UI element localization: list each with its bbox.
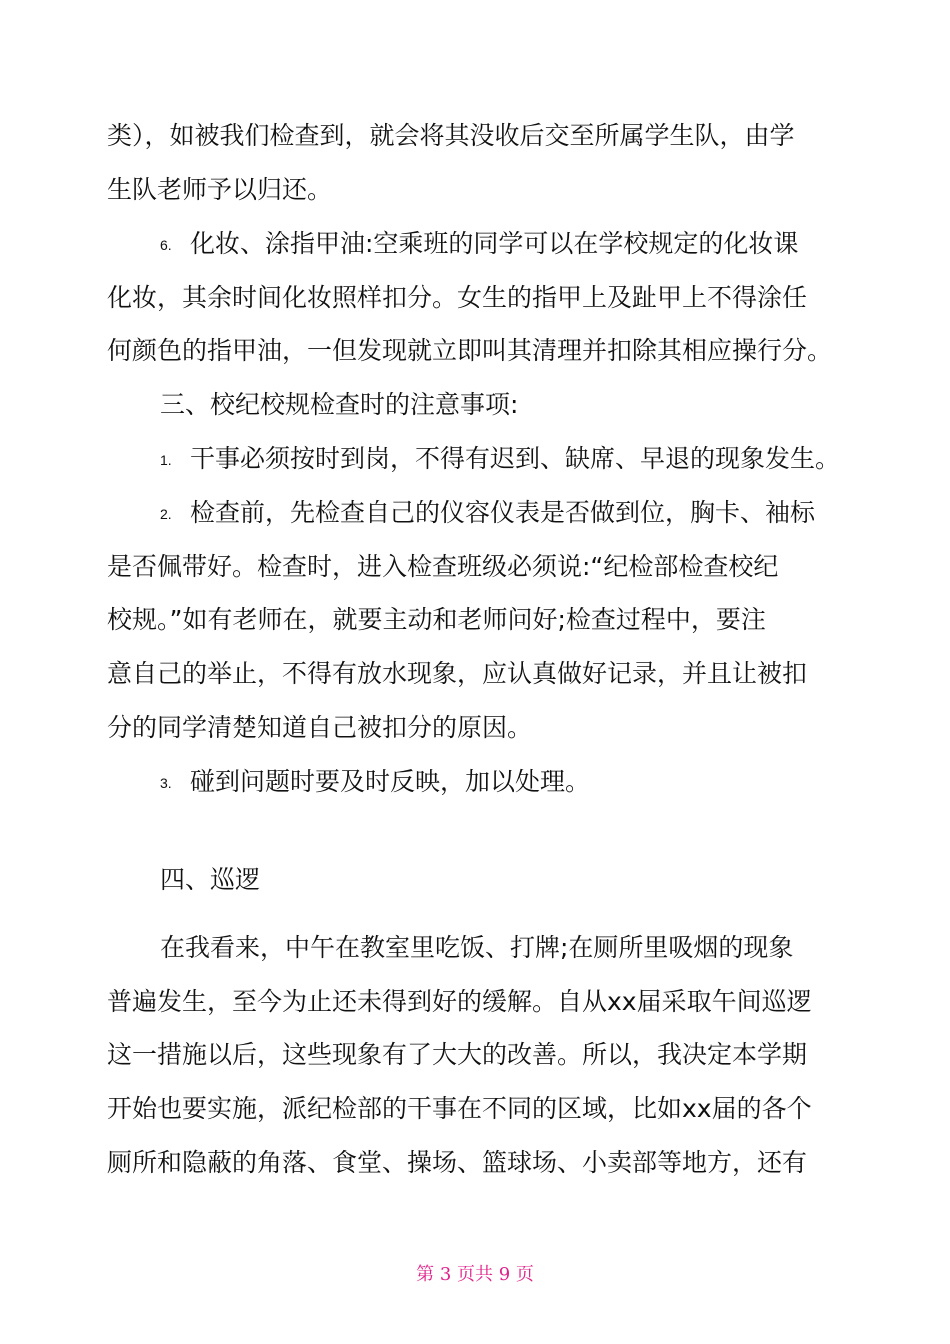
list-item-text: 碰到问题时要及时反映，加以处理。 <box>190 767 591 796</box>
list-number: 2. <box>160 506 172 522</box>
list-item-text: 化妆、涂指甲油:空乘班的同学可以在学校规定的化妆课 <box>190 229 799 258</box>
text-line-1: 类），如被我们检查到，就会将其没收后交至所属学生队，由学 <box>107 121 795 150</box>
list-item-text: 干事必须按时到岗，不得有迟到、缺席、早退的现象发生。 <box>190 444 841 473</box>
text-line-10: 校规。”如有老师在，就要主动和老师问好;检查过程中，要注 <box>107 605 766 634</box>
text-line-9: 是否佩带好。检查时，进入检查班级必须说:“纪检部检查校纪 <box>107 552 779 581</box>
text-line-19: 厕所和隐蔽的角落、食堂、操场、篮球场、小卖部等地方，还有 <box>107 1148 808 1177</box>
section-heading-3: 三、校纪校规检查时的注意事项: <box>160 390 519 419</box>
page-number-label: 第 3 页共 9 页 <box>416 1264 534 1285</box>
text-line-2: 生队老师予以归还。 <box>107 175 333 204</box>
text-line-18: 开始也要实施，派纪检部的干事在不同的区域，比如xx届的各个 <box>107 1094 812 1123</box>
list-item-1 <box>160 443 840 475</box>
page-footer <box>0 1263 950 1287</box>
list-item-2 <box>160 497 815 529</box>
text-line-17: 这一措施以后，这些现象有了大大的改善。所以，我决定本学期 <box>107 1040 808 1069</box>
list-item-text: 检查前，先检查自己的仪容仪表是否做到位，胸卡、袖标 <box>190 498 816 527</box>
text-line-11: 意自己的举止，不得有放水现象，应认真做好记录，并且让被扣 <box>107 659 808 688</box>
text-line-15: 在我看来，中午在教室里吃饭、打牌;在厕所里吸烟的现象 <box>160 933 794 962</box>
list-number: 6. <box>160 237 172 253</box>
text-line-4: 化妆，其余时间化妆照样扣分。女生的指甲上及趾甲上不得涂任 <box>107 283 808 312</box>
list-item-3 <box>160 766 590 798</box>
text-line-5: 何颜色的指甲油，一但发现就立即叫其清理并扣除其相应操行分。 <box>107 336 833 365</box>
text-line-16: 普遍发生，至今为止还未得到好的缓解。自从xx届采取午间巡逻 <box>107 987 812 1016</box>
list-number: 1. <box>160 452 172 468</box>
list-item-6 <box>160 228 798 260</box>
list-number: 3. <box>160 775 172 791</box>
text-line-12: 分的同学清楚知道自己被扣分的原因。 <box>107 713 533 742</box>
section-heading-4: 四、巡逻 <box>160 865 261 894</box>
